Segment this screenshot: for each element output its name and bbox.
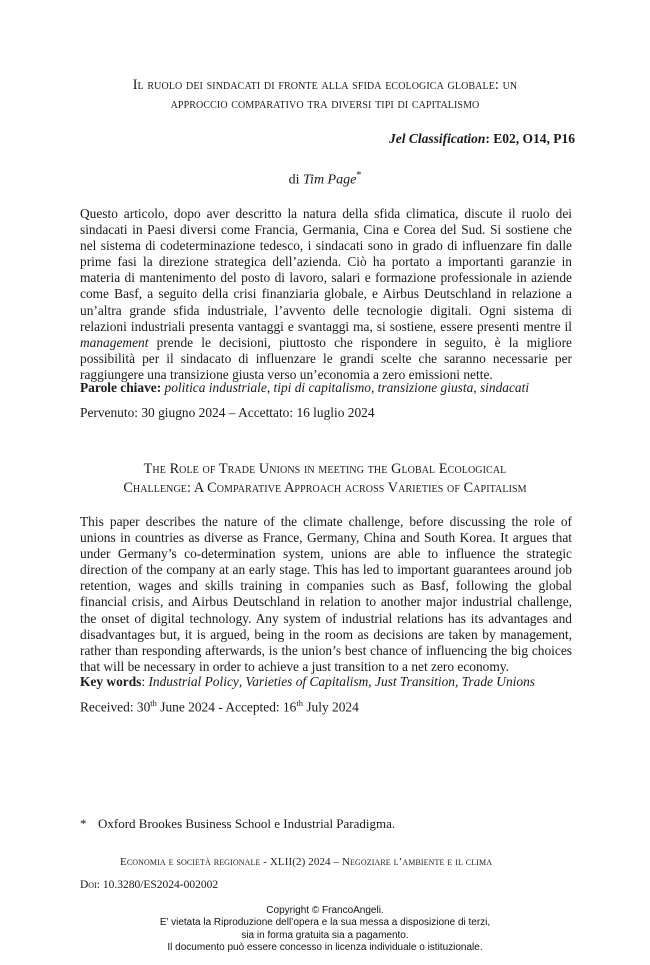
abstract-italian-emphasis: management (80, 334, 149, 350)
copyright-line-3: sia in forma gratuita sia a pagamento. (241, 929, 409, 941)
keyword-3: Just Transition (375, 674, 455, 689)
jel-codes: : E02, O14, P16 (485, 131, 575, 146)
footnote-mark: * (80, 816, 87, 831)
abstract-italian-part1: Questo articolo, dopo aver descritto la natura della sfida climatica, discute il ruolo dei sindacati in Paesi diversi come Francia, Germania, Cina e Corea del Sud. Si sostiene che nel sistema di codeterminazione tedesco, i sindacati sono in grado di influenzare fin dalle prime fasi la direzione strategica dell’azienda. Ciò ha portato a importanti garanzie in materia di mantenimento del posto di lavoro, salari e formazione professionale in aziende come Basf, a seguito della crisi finanziaria globale, e Airbus Deutschland in relazione a un’altra grande sfida industriale, l’avvento delle tecnologie digitali. Ogni sistema di relazioni industriali presenta vantaggi e svantaggi ma, si sostiene, essere presenti mentre il (80, 206, 572, 334)
article-title-english-line1: The Role of Trade Unions in meeting the Global Ecological (143, 461, 507, 477)
keyword-4: Trade Unions (461, 674, 535, 689)
keyword-1: Industrial Policy (148, 674, 239, 689)
doi: Doi: 10.3280/ES2024-002002 (80, 879, 219, 891)
copyright-line-1: Copyright © FrancoAngeli. (266, 905, 384, 916)
abstract-italian-part2: prende le decisioni, piuttosto che rispondere in seguito, è la migliore possibilità per il sindacato di influenzare le grandi scelte che saranno necessarie per raggiungere una transizione giusta verso un’economia a zero emissioni nette. (80, 334, 572, 382)
article-title-italian-line2: approccio comparativo tra diversi tipi di capitalismo (170, 96, 480, 112)
accepted-ordinal: th (296, 698, 303, 708)
keywords-italian (80, 380, 590, 396)
author-affiliation-footnote (80, 816, 395, 832)
accepted-suffix: July 2024 (302, 699, 359, 715)
copyright-notice (0, 905, 650, 954)
received-mid: June 2024 - Accepted: 16 (156, 699, 297, 715)
keyword-sep-2: , (368, 674, 375, 689)
keywords-english-label: Key words (80, 674, 142, 689)
received-prefix: Received: 30 (80, 699, 151, 715)
keywords-english-sep: : (141, 674, 149, 689)
article-title-english (60, 460, 590, 498)
jel-classification (389, 131, 575, 147)
author-line (0, 170, 650, 189)
author-footnote-mark: * (356, 170, 362, 181)
author-name: Tim Page (303, 172, 357, 188)
article-title-english-line2: Challenge: A Comparative Approach across Varieties of Capitalism (123, 480, 527, 496)
keyword-sep-1: , (238, 674, 246, 689)
abstract-italian (80, 206, 572, 383)
journal-reference: Economia e società regionale - XLII(2) 2024 – Negoziare l’ambiente e il clima (120, 856, 493, 868)
footnote-text: Oxford Brookes Business School e Industrial Paradigma. (98, 816, 396, 831)
dates-italian: Pervenuto: 30 giugno 2024 – Accettato: 16 luglio 2024 (80, 405, 375, 420)
article-title-italian-line1: Il ruolo dei sindacati di fronte alla sfida ecologica globale: un (132, 77, 518, 93)
article-title-italian (60, 76, 590, 114)
abstract-english: This paper describes the nature of the climate challenge, before discussing the role of unions in countries as diverse as France, Germany, China and South Korea. It argues that under Germany’s co-determination system, unions are able to influence the strategic direction of the company at an early stage. This has led to important guarantees around job retention, wages and skills training in companies such as Basf, following the global financial crisis, and Airbus Deutschland in relation to another major industrial challenge, the onset of digital technology. Any system of industrial relations has its advantages and disadvantages but, it is argued, being in the room as decisions are taken by management, rather than responding afterwards, is the union’s best chance of influencing the big choices that will be necessary in order to achieve a just transition to a net zero economy. (80, 514, 572, 674)
keywords-italian-label: Parole chiave: (80, 380, 162, 395)
jel-label: Jel Classification (388, 131, 486, 146)
copyright-line-4: Il documento può essere concesso in licenza individuale o istituzionale. (167, 941, 483, 953)
keyword-sep-3: , (455, 674, 462, 689)
keyword-2: Varieties of Capitalism (245, 674, 369, 689)
received-ordinal: th (150, 698, 157, 708)
keywords-english (80, 674, 590, 690)
keywords-italian-list: politica industriale, tipi di capitalismo, transizione giusta, sindacati (161, 380, 530, 395)
dates-english (80, 698, 359, 715)
author-prefix: di (288, 172, 304, 188)
copyright-line-2: E’ vietata la Riproduzione dell’opera e la sua messa a disposizione di terzi, (159, 917, 491, 929)
